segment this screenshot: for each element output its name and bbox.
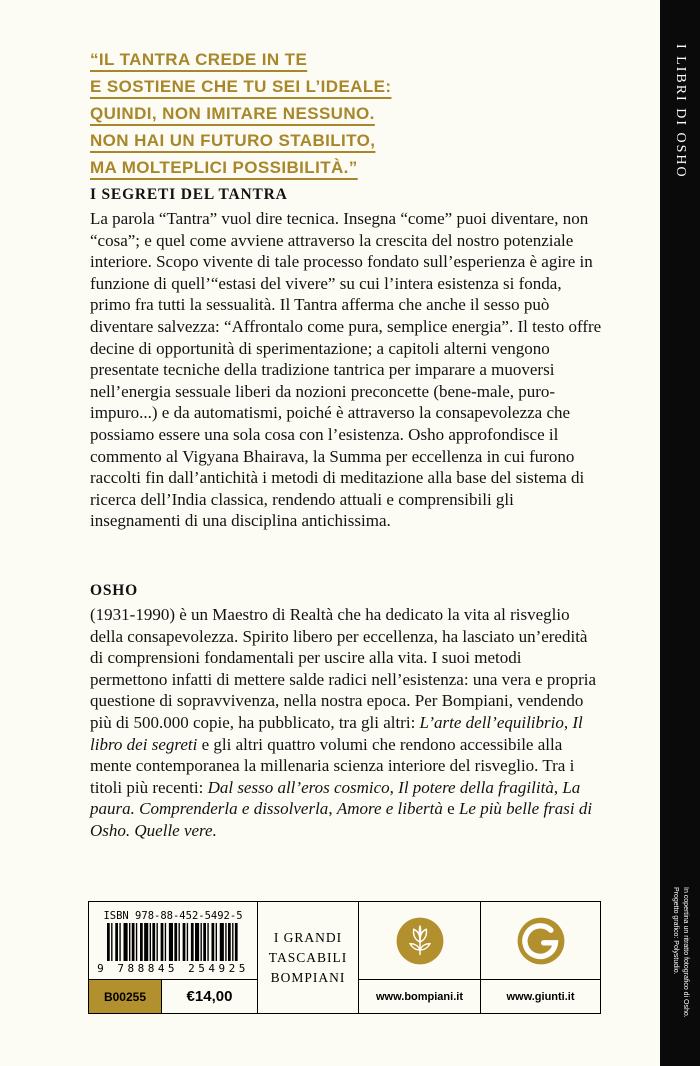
quote-line: E SOSTIENE CHE TU SEI L’IDEALE: xyxy=(90,77,392,96)
bompiani-url: www.bompiani.it xyxy=(376,990,463,1003)
section-heading-tantra: I SEGRETI DEL TANTRA xyxy=(90,186,288,203)
spine-credits xyxy=(670,887,690,1018)
spine-strip xyxy=(660,0,700,1066)
bompiani-logo-cell xyxy=(359,902,480,979)
spine-credit-line: Progetto grafico: Polystudio. xyxy=(672,887,679,975)
price-row xyxy=(89,980,257,1013)
isbn-digits: 9 788845 254925 xyxy=(97,962,249,975)
quote-line: QUINDI, NON IMITARE NESSUNO. xyxy=(90,104,375,123)
spine-credit-line: In copertina un ritratto fotografico di Osho. xyxy=(682,887,689,1018)
quote-line: MA MOLTEPLICI POSSIBILITÀ.” xyxy=(90,158,358,177)
giunti-url-cell xyxy=(481,980,600,1013)
footer-box xyxy=(88,901,601,1014)
barcode-cell xyxy=(89,902,257,979)
price-label: €14,00 xyxy=(162,980,257,1013)
publisher-line: TASCABILI xyxy=(268,949,348,965)
section-osho xyxy=(90,582,602,842)
bompiani-flower-icon xyxy=(393,914,447,968)
quote-line: “IL TANTRA CREDE IN TE xyxy=(90,50,308,69)
section-tantra xyxy=(90,186,602,532)
tantra-body-text: La parola “Tantra” vuol dire tecnica. Insegna “come” puoi diventare, non “cosa”; e quel come avviene attraverso la crescita del nostro potenziale interiore. Scopo vivente di tale processo fondato sull’esperienza è agire in funzione di quell’“estasi del vivere” su cui l’intera esistenza si fonda, primo fra tutti la sessualità. Il Tantra afferma che anche il sesso può diventare salvezza: “Affrontalo come pura, semplice energia”. Il testo offre decine di opportunità di sperimentazione; a capitoli alterni vengono presentate tecniche della tradizione tantrica per imparare a muoversi nell’energia sessuale liberi da nozioni preconcette (bene-male, puro-impuro...) e da automatismi, poiché è attraverso la consapevolezza che possiamo essere una sola cosa con l’esistenza. Osho approfondisce il commento al Vigyana Bhairava, la Summa per eccellenza in cui furono raccolti fin dall’antichità i metodi di meditazione alla base del sistema di ricerca dell’India classica, rendendo attuali e comprensibili gli insegnamenti di una disciplina antichissima. xyxy=(90,209,602,531)
giunti-logo-cell xyxy=(481,902,600,979)
publisher-imprint xyxy=(258,902,358,1013)
publisher-line: BOMPIANI xyxy=(270,969,346,985)
isbn-label: ISBN 978-88-452-5492-5 xyxy=(103,910,243,922)
quote-block xyxy=(90,46,391,181)
giunti-url: www.giunti.it xyxy=(506,990,575,1003)
section-heading-osho: OSHO xyxy=(90,582,138,599)
barcode-icon xyxy=(107,923,239,961)
spine-series-title: I LIBRI DI OSHO xyxy=(673,44,688,179)
quote-line: NON HAI UN FUTURO STABILITO, xyxy=(90,131,376,150)
publisher-line: I GRANDI xyxy=(273,929,343,945)
bompiani-url-cell xyxy=(359,980,480,1013)
giunti-swirl-icon xyxy=(514,914,568,968)
catalog-code-badge: B00255 xyxy=(89,980,161,1013)
osho-bio-text: (1931-1990) è un Maestro di Realtà che ha dedicato la vita al risveglio della consapevolezza. Spirito libero per eccellenza, ha lasciato un’eredità di comprensioni fondamentali per uscire alla vita. I suoi metodi permettono infatti di mettere salde radici nell’esistenza: una vera e propria questione di sopravvivenza, nella nostra epoca. Per Bompiani, vendendo più di 500.000 copie, ha pubblicato, tra gli altri: L’arte dell’equilibrio, Il libro dei segreti e gli altri quattro volumi che rendono accessibile alla mente contemporanea la millenaria scienza interiore del risveglio. Tra i titoli più recenti: Dal sesso all’eros cosmico, Il potere della fragilità, La paura. Comprenderla e dissolverla, Amore e libertà e Le più belle frasi di Osho. Quelle vere. xyxy=(90,605,597,840)
